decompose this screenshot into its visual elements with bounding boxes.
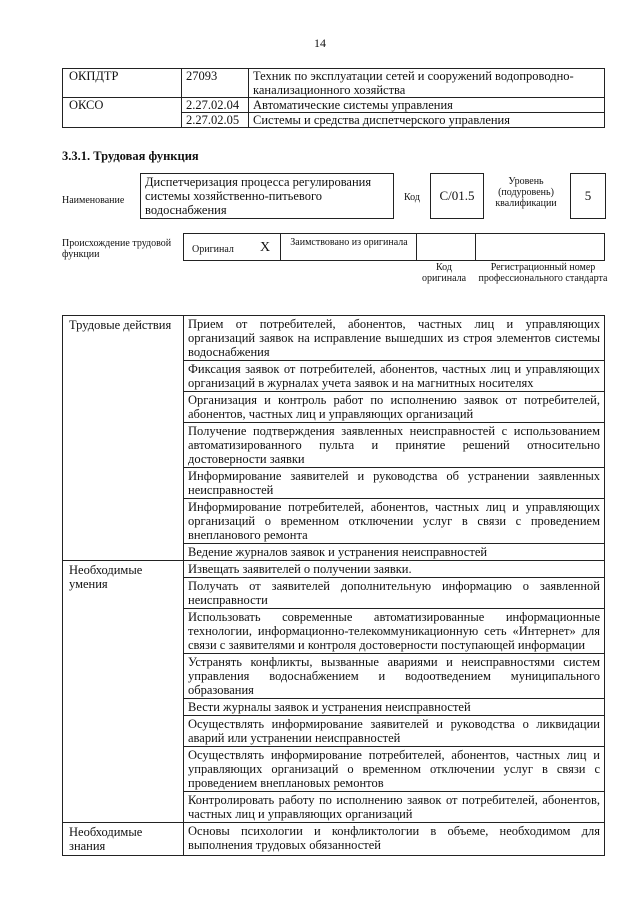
codes-desc: Автоматические системы управления: [249, 98, 605, 113]
code-original-caption: Код оригинала: [421, 262, 467, 284]
original-mark: X: [260, 240, 271, 255]
list-item: Осуществлять информирование потребителей, абонентов, частных лиц и управляющих организаций о временном отключении услуг в связи с проведением внеплановых ремонтов: [184, 747, 605, 792]
list-item: Получение подтверждения заявленных неисправностей с использованием автоматизированного пульта и принятие решений относительно достоверности заявки: [184, 423, 605, 468]
original-label: Оригинал: [192, 244, 234, 255]
list-item: Основы психологии и конфликтологии в объеме, необходимом для выполнения трудовых обязанностей: [184, 823, 605, 856]
divider: [280, 233, 281, 261]
list-item: Извещать заявителей о получении заявки.: [184, 561, 605, 578]
list-item: Информирование потребителей, абонентов, частных лиц и управляющих организаций о временном отключении услуг в связи с проведением внепланового ремонта: [184, 499, 605, 544]
list-item: Прием от потребителей, абонентов, частных лиц и управляющих организаций заявок на исправление вышедших из строя элементов системы водоснабжения: [184, 316, 605, 361]
table-row: [63, 316, 605, 361]
page-number: 14: [314, 36, 326, 50]
origin-label: Происхождение трудовой функции: [62, 238, 172, 260]
list-item: Вести журналы заявок и устранения неисправностей: [184, 699, 605, 716]
list-item: Ведение журналов заявок и устранения неисправностей: [184, 544, 605, 561]
list-item: Организация и контроль работ по исполнению заявок от потребителей, абонентов, частных лиц и управляющих организаций: [184, 392, 605, 423]
name-label: Наименование: [62, 195, 125, 206]
list-item: Использовать современные автоматизированные информационные технологии, информационно-телекоммуникационную сеть «Интернет» для связи с заявителями и контроля достоверности поступающей информации: [184, 609, 605, 654]
borrowed-label: Заимствовано из оригинала: [290, 237, 408, 248]
table-row: [63, 69, 605, 98]
code-label: Код: [404, 192, 420, 203]
section-label: Трудовые действия: [63, 316, 184, 561]
codes-label: ОКСО: [63, 98, 182, 128]
table-row: [63, 561, 605, 578]
origin-row: [183, 233, 605, 261]
list-item: Получать от заявителей дополнительную информацию о заявленной неисправности: [184, 578, 605, 609]
codes-desc: Техник по эксплуатации сетей и сооружений водопроводно-канализационного хозяйства: [249, 69, 605, 98]
reg-number-caption: Регистрационный номер профессионального стандарта: [478, 262, 608, 284]
function-name: Диспетчеризация процесса регулирования системы хозяйственно-питьевого водоснабжения: [140, 173, 394, 219]
codes-desc: Системы и средства диспетчерского управления: [249, 113, 605, 128]
codes-label: ОКПДТР: [63, 69, 182, 98]
list-item: Информирование заявителей и руководства об устранении заявленных неисправностей: [184, 468, 605, 499]
codes-code: 2.27.02.05: [182, 113, 249, 128]
divider: [416, 233, 417, 261]
level-label: Уровень (подуровень) квалификации: [495, 176, 557, 209]
list-item: Устранять конфликты, вызванные авариями и неисправностями систем управления водоснабжением и водоотведением муниципального образования: [184, 654, 605, 699]
list-item: Фиксация заявок от потребителей, абонентов, частных лиц и управляющих организаций в журналах учета заявок и на магнитных носителях: [184, 361, 605, 392]
list-item: Контролировать работу по исполнению заявок от потребителей, абонентов, частных лиц и управляющих организаций: [184, 792, 605, 823]
section-label: Необходимые знания: [63, 823, 184, 856]
codes-code: 2.27.02.04: [182, 98, 249, 113]
table-row: [63, 98, 605, 113]
function-code: C/01.5: [430, 173, 484, 219]
section-label: Необходимые умения: [63, 561, 184, 823]
table-row: [63, 823, 605, 856]
labor-function-table: [62, 315, 605, 856]
qualification-level: 5: [570, 173, 606, 219]
section-title: 3.3.1. Трудовая функция: [62, 149, 199, 163]
codes-code: 27093: [182, 69, 249, 98]
codes-table: [62, 68, 605, 128]
divider: [475, 233, 476, 261]
list-item: Осуществлять информирование заявителей и руководства о ликвидации аварий или устранении неисправностей: [184, 716, 605, 747]
